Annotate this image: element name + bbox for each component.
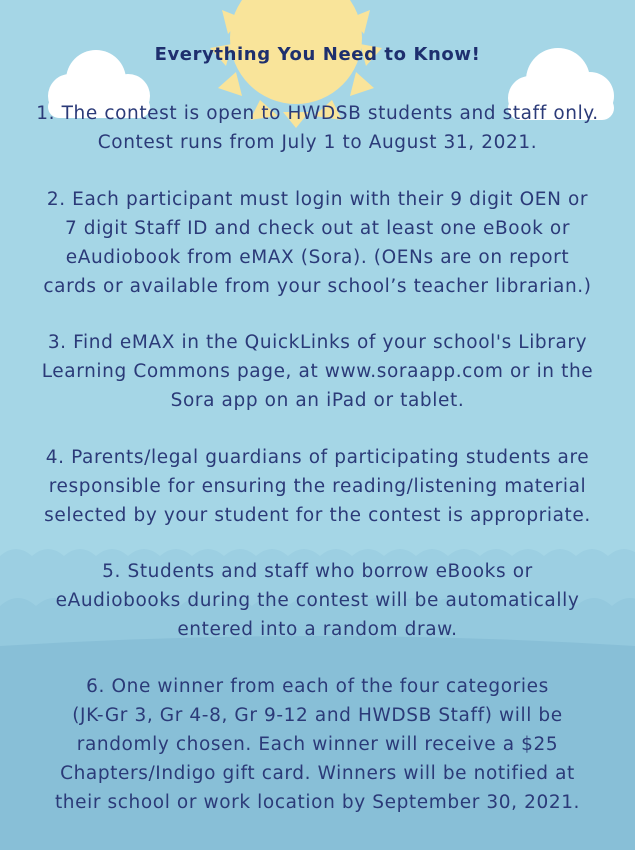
rule-line: cards or available from your school’s teacher librarian.) <box>43 276 592 297</box>
rule-line: 1. The contest is open to HWDSB students and staff only. <box>36 103 599 124</box>
rule-line: 2. Each participant must login with their 9 digit OEN or <box>46 189 589 210</box>
rule-line: Learning Commons page, at www.soraapp.com or in the <box>41 361 594 382</box>
rule-line: randomly chosen. Each winner will receive a $25 <box>76 734 559 755</box>
rule-line: their school or work location by September 30, 2021. <box>54 792 581 813</box>
page-title: Everything You Need to Know! <box>154 44 481 65</box>
rule-line: eAudiobooks during the contest will be automatically <box>55 590 580 611</box>
rule-line: 5. Students and staff who borrow eBooks or <box>102 561 533 582</box>
rule-item-2 <box>12 185 623 301</box>
rule-item-5 <box>12 557 623 644</box>
rule-line: 4. Parents/legal guardians of participating students are <box>45 447 590 468</box>
rule-line: selected by your student for the contest is appropriate. <box>44 505 591 526</box>
rule-line: entered into a random draw. <box>177 619 458 640</box>
rule-line: responsible for ensuring the reading/listening material <box>48 476 587 497</box>
rule-line: Chapters/Indigo gift card. Winners will be notified at <box>60 763 575 784</box>
rule-line: (JK-Gr 3, Gr 4-8, Gr 9-12 and HWDSB Staff) will be <box>72 705 563 726</box>
rule-line: 7 digit Staff ID and check out at least one eBook or <box>64 218 571 239</box>
rule-item-1 <box>12 99 623 157</box>
rule-line: Sora app on an iPad or tablet. <box>170 390 465 411</box>
rule-item-3 <box>12 328 623 415</box>
rule-line: Contest runs from July 1 to August 31, 2021. <box>97 132 538 153</box>
rule-item-4 <box>12 443 623 530</box>
rule-line: eAudiobook from eMAX (Sora). (OENs are on report <box>65 247 570 268</box>
rule-item-6 <box>12 672 623 817</box>
rule-line: 6. One winner from each of the four categories <box>86 676 549 697</box>
rule-line: 3. Find eMAX in the QuickLinks of your school's Library <box>47 332 588 353</box>
